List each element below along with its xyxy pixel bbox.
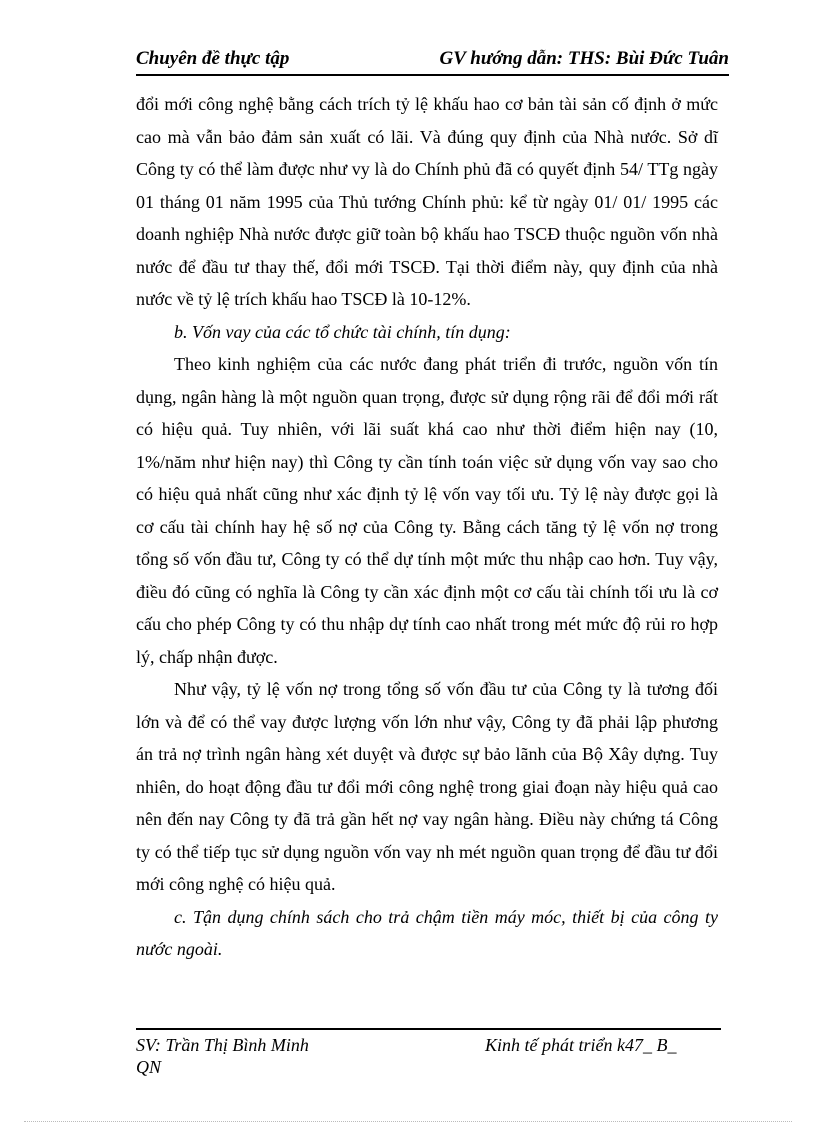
footer-divider xyxy=(136,1028,721,1030)
footer-left: SV: Trần Thị Bình Minh xyxy=(136,1035,309,1055)
header-divider xyxy=(136,74,729,76)
footer-continuation: QN xyxy=(136,1057,162,1077)
header-left: Chuyên đề thực tập xyxy=(136,48,290,69)
paragraph: Như vậy, tỷ lệ vốn nợ trong tổng số vốn đầu tư của Công ty là tương đối lớn và để có thể vay được lượng vốn lớn như vậy, Công ty đã phải lập phương án trả nợ trình ngân hàng xét duyệt và được sự bảo lãnh của Bộ Xây dựng. Tuy nhiên, do hoạt động đầu tư đổi mới công nghệ trong giai đoạn này hiệu quả cao nên đến nay Công ty đã trả gần hết nợ vay ngân hàng. Điều này chứng tá Công ty có thể tiếp tục sử dụng nguồn vốn vay nh mét nguồn quan trọng để đầu tư đổi mới công nghệ có hiệu quả. xyxy=(136,679,718,894)
footer-right: Kinh tế phát triển k47_ B_ xyxy=(485,1035,677,1055)
page-bottom-border xyxy=(24,1121,792,1122)
document-body xyxy=(136,88,718,966)
header-right: GV hướng dẫn: THS: Bùi Đức Tuân xyxy=(439,48,729,69)
section-heading-b: b. Vốn vay của các tổ chức tài chính, tín dụng: xyxy=(174,321,511,342)
page-header xyxy=(136,48,729,74)
section-heading-c: c. Tận dụng chính sách cho trả chậm tiền máy móc, thiết bị của công ty nước ngoài. xyxy=(136,906,718,959)
paragraph: Theo kinh nghiệm của các nước đang phát triển đi trước, nguồn vốn tín dụng, ngân hàng là một nguồn quan trọng, được sử dụng rộng rãi để đổi mới rất có hiệu quả. Tuy nhiên, với lãi suất khá cao như thời điểm hiện nay (10, 1%/năm như hiện nay) thì Công ty cần tính toán việc sử dụng vốn vay sao cho có hiệu quả nhất cũng như xác định tỷ lệ vốn vay tối ưu. Tỷ lệ này được gọi là cơ cấu tài chính hay hệ số nợ của Công ty. Bằng cách tăng tỷ lệ vốn nợ trong tổng số vốn đầu tư, Công ty có thể dự tính một mức thu nhập cao hơn. Tuy vậy, điều đó cũng có nghĩa là Công ty cần xác định một cơ cấu tài chính tối ưu là cơ cấu cho phép Công ty có thu nhập dự tính cao nhất trong mét mức độ rủi ro hợp lý, chấp nhận được. xyxy=(136,354,718,667)
paragraph: đổi mới công nghệ bằng cách trích tỷ lệ khấu hao cơ bản tài sản cố định ở mức cao mà vẫn bảo đảm sản xuất có lãi. Và đúng quy định của Nhà nước. Sở dĩ Công ty có thể làm được như vy là do Chính phủ đã có quyết định 54/ TTg ngày 01 tháng 01 năm 1995 của Thủ tướng Chính phủ: kể từ ngày 01/ 01/ 1995 các doanh nghiệp Nhà nước được giữ toàn bộ khấu hao TSCĐ thuộc nguồn vốn nhà nước để đầu tư thay thế, đổi mới TSCĐ. Tại thời điểm này, quy định của nhà nước về tỷ lệ trích khấu hao TSCĐ là 10-12%. xyxy=(136,94,718,309)
